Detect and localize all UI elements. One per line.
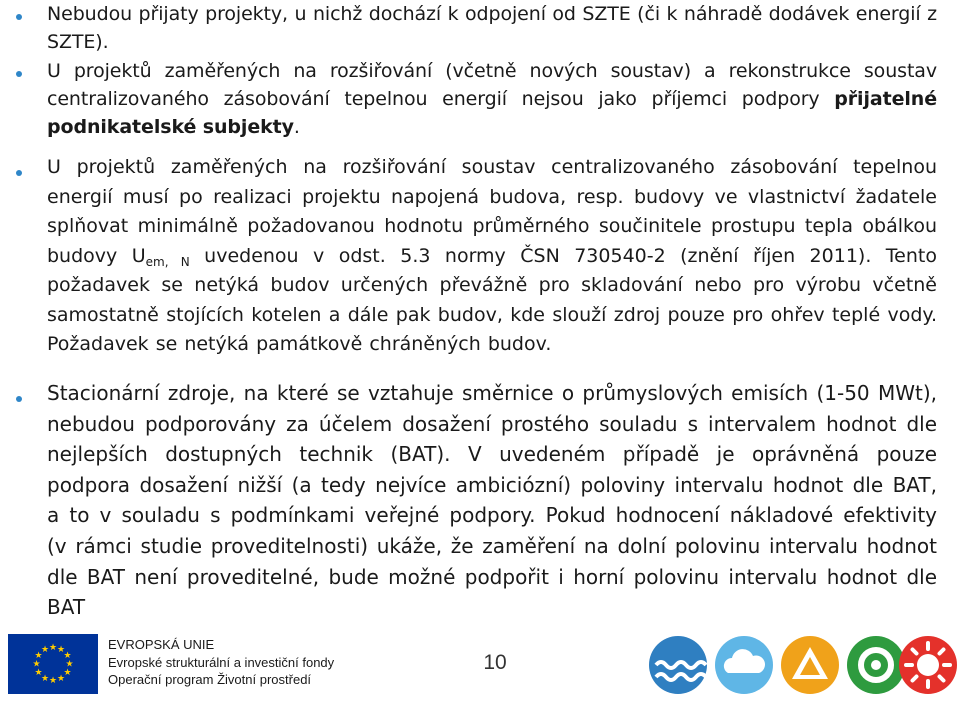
- bullet-text-3: [47, 153, 937, 360]
- bullet-text-3-main: U projektů zaměřených na rozšiřování soustav centralizovaného zásobování tepelnou energií musí po realizaci projektu napojená budova, resp. budovy ve vlastnictví žadatele splňovat minimálně požadovanou hodnotu průměrného součinitele prostupu tepla obálkou budovy U: [47, 156, 937, 267]
- svg-text:★: ★: [40, 645, 50, 655]
- svg-text:★: ★: [34, 651, 43, 661]
- opzp-logos: [648, 635, 958, 701]
- bullet-text-1: Nebudou přijaty projekty, u nichž dochází k odpojení od SZTE (či k náhradě dodávek energií z SZTE).: [47, 3, 937, 53]
- bullet-text-4: Stacionární zdroje, na které se vztahuje směrnice o průmyslových emisích (1-50 MWt), nebudou podporovány za účelem dosažení prostého souladu s intervalem hodnot dle nejlepších dostupných technik (BAT). V uvedeném případě je oprávněná pouze podpora dosažení nižší (a tedy nejvíce ambiciózní) poloviny intervalu hodnot dle BAT, a to v souladu s podmínkami veřejné podpory. Pokud hodnocení nákladové efektivity (v rámci studie proveditelnosti) ukáže, že zaměření na dolní polovinu intervalu hodnot dle BAT není proveditelné, bude možné podpořit i horní polovinu intervalu hodnot dle BAT: [47, 381, 937, 620]
- bullet-text-2-main: U projektů zaměřených na rozšiřování (včetně nových soustav) a rekonstrukce soustav centralizovaného zásobování tepelnou energií nejsou jako příjemci podpory: [47, 60, 937, 110]
- svg-text:★: ★: [48, 643, 58, 653]
- bullet-dot: [16, 71, 22, 77]
- svg-text:★: ★: [65, 659, 74, 670]
- bullet-dot: [16, 14, 22, 20]
- svg-text:★: ★: [56, 645, 66, 655]
- nature-logo-icon: [780, 635, 840, 695]
- energy-logo-icon: [898, 635, 958, 695]
- svg-text:★: ★: [63, 668, 72, 678]
- eu-funding-text: [108, 636, 334, 689]
- footer: [0, 625, 960, 707]
- svg-text:★: ★: [40, 674, 50, 684]
- bullet-dot: [16, 396, 22, 402]
- svg-text:★: ★: [34, 668, 43, 678]
- waste-logo-icon: [846, 635, 906, 695]
- svg-text:★: ★: [63, 651, 72, 661]
- svg-text:★: ★: [32, 659, 41, 670]
- bullet-text-2-end: .: [293, 116, 300, 138]
- page-number: 10: [483, 651, 507, 674]
- air-logo-icon: [714, 635, 774, 695]
- bullet-dot: [16, 170, 22, 176]
- eu-label: EVROPSKÁ UNIE: [108, 637, 215, 652]
- bullet-text-2: [47, 57, 937, 141]
- svg-text:★: ★: [56, 674, 66, 684]
- op-label: Operační program Životní prostředí: [108, 672, 312, 687]
- bullet-text-3-rest: uvedenou v odst. 5.3 normy ČSN 730540-2 (znění říjen 2011). Tento požadavek se netýká budov určených převážně pro skladování nebo pro výrobu včetně samostatně stojících kotelen a dále pak budov, kde slouží zdroj pouze pro ohřev teplé vody. Požadavek se netýká památkově chráněných budov.: [47, 244, 937, 355]
- svg-text:★: ★: [48, 676, 58, 686]
- water-logo-icon: [648, 635, 708, 695]
- u-value-subscript: em, N: [145, 254, 190, 269]
- bullet-text-2-bold: přijatelné podnikatelské subjekty: [47, 88, 937, 138]
- eu-flag-icon: [8, 634, 98, 694]
- esif-label: Evropské strukturální a investiční fondy: [108, 654, 335, 670]
